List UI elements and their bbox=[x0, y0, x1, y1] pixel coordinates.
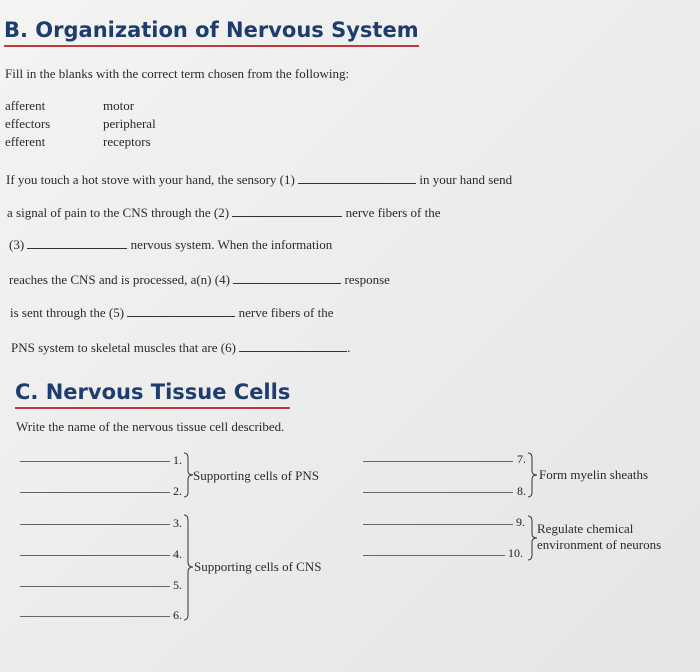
group-label-regulate-line1: Regulate chemical bbox=[537, 521, 634, 536]
sentence-1-start: If you touch a hot stove with your hand, the sensory (1) bbox=[6, 172, 295, 187]
blank-4[interactable] bbox=[233, 273, 341, 284]
answer-line-9[interactable] bbox=[363, 524, 513, 525]
answer-line-8[interactable] bbox=[363, 492, 513, 493]
number-10: 10. bbox=[508, 546, 523, 560]
number-8: 8. bbox=[517, 484, 526, 498]
blank-1[interactable] bbox=[298, 173, 416, 184]
number-3: 3. bbox=[173, 516, 182, 530]
sentence-2 bbox=[7, 205, 441, 221]
answer-line-7[interactable] bbox=[363, 461, 513, 462]
term-effectors: effectors bbox=[5, 116, 51, 131]
group-label-regulate-line2: environment of neurons bbox=[537, 537, 662, 552]
answer-line-1[interactable] bbox=[20, 461, 170, 462]
sentence-4-start: reaches the CNS and is processed, a(n) (4) bbox=[9, 272, 230, 287]
sentence-3 bbox=[9, 237, 332, 253]
number-9: 9. bbox=[516, 515, 525, 529]
sentence-2-start: a signal of pain to the CNS through the (2) bbox=[7, 205, 230, 220]
term-list-col2 bbox=[103, 97, 156, 151]
blank-5[interactable] bbox=[127, 306, 235, 317]
answer-line-2[interactable] bbox=[20, 492, 170, 493]
sentence-5-end: nerve fibers of the bbox=[238, 305, 334, 320]
sentence-1 bbox=[6, 172, 512, 188]
number-7: 7. bbox=[517, 452, 526, 466]
blank-3[interactable] bbox=[27, 238, 127, 249]
answer-line-6[interactable] bbox=[20, 616, 170, 617]
number-1: 1. bbox=[173, 453, 182, 467]
term-motor: motor bbox=[103, 98, 135, 113]
sentence-5-start: is sent through the (5) bbox=[10, 305, 125, 320]
sentence-1-end: in your hand send bbox=[419, 172, 513, 187]
group-label-cns: Supporting cells of CNS bbox=[194, 559, 322, 574]
sentence-6-start: PNS system to skeletal muscles that are (6) bbox=[11, 340, 236, 355]
term-afferent: afferent bbox=[5, 98, 46, 113]
group-label-myelin: Form myelin sheaths bbox=[539, 467, 649, 482]
blank-6[interactable] bbox=[239, 341, 347, 352]
sentence-2-end: nerve fibers of the bbox=[345, 205, 441, 220]
term-efferent: efferent bbox=[5, 134, 46, 149]
term-receptors: receptors bbox=[103, 134, 151, 149]
sentence-3-start: (3) bbox=[9, 237, 25, 252]
answer-line-4[interactable] bbox=[20, 555, 170, 556]
section-c-instructions: Write the name of the nervous tissue cell described. bbox=[16, 419, 285, 434]
sentence-6 bbox=[11, 340, 350, 356]
number-2: 2. bbox=[173, 484, 182, 498]
term-peripheral: peripheral bbox=[103, 116, 156, 131]
sentence-4 bbox=[9, 272, 390, 288]
sentence-3-end: nervous system. When the information bbox=[130, 237, 333, 252]
sentence-4-end: response bbox=[344, 272, 390, 287]
term-list-col1 bbox=[5, 97, 50, 151]
blank-2[interactable] bbox=[232, 206, 342, 217]
section-b-instructions: Fill in the blanks with the correct term chosen from the following: bbox=[5, 66, 350, 81]
sentence-6-end: . bbox=[347, 340, 351, 355]
sentence-5 bbox=[10, 305, 334, 321]
answer-line-5[interactable] bbox=[20, 586, 170, 587]
number-4: 4. bbox=[173, 547, 182, 561]
answer-line-3[interactable] bbox=[20, 524, 170, 525]
number-6: 6. bbox=[173, 608, 182, 622]
section-b-title: B. Organization of Nervous System bbox=[4, 18, 419, 47]
number-5: 5. bbox=[173, 578, 182, 592]
brace-myelin bbox=[527, 452, 539, 498]
group-label-regulate bbox=[537, 521, 661, 553]
answer-line-10[interactable] bbox=[363, 555, 505, 556]
section-c-title: C. Nervous Tissue Cells bbox=[15, 380, 290, 409]
group-label-pns: Supporting cells of PNS bbox=[193, 468, 320, 483]
